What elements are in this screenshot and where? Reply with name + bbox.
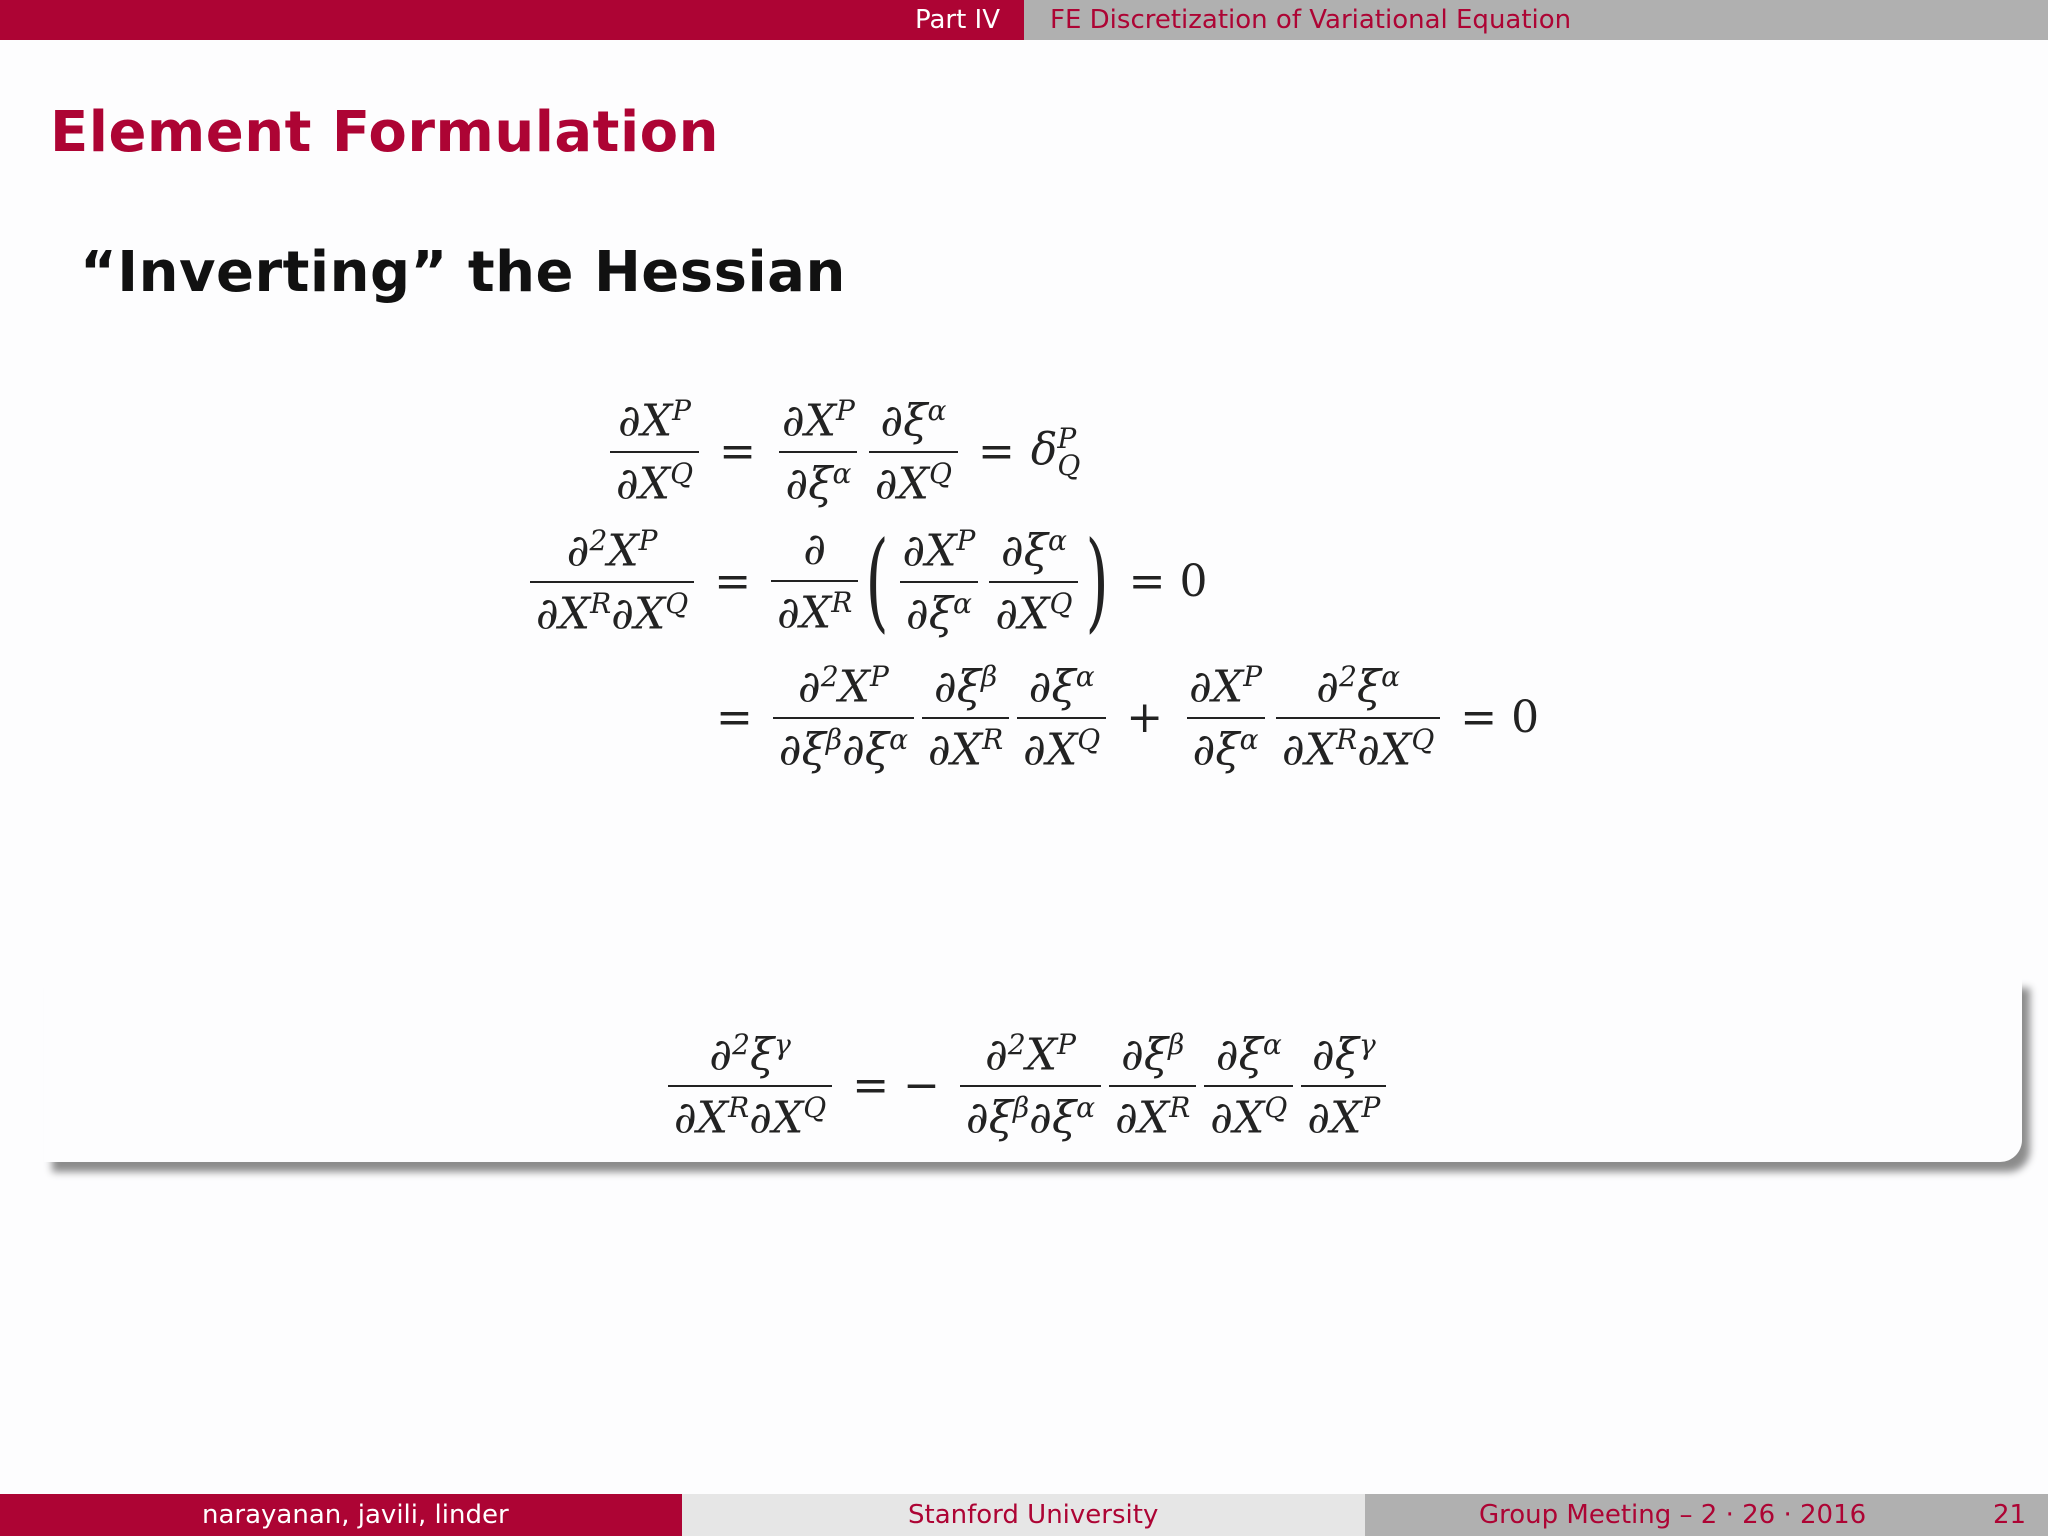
equation-line-2: $\frac{\partial^2X^P}{\partial X^R\partial X^Q}$ = $\frac{\partial}{\partial X^R}$ ( $\frac{\partial X^P}{\partial\xi^\alpha}$ $\frac{\partial\xi^\alpha}{\partial X^Q}$ ) = 0 [526, 526, 1223, 638]
header-section-panel [1024, 0, 2048, 40]
footer-bar [0, 1494, 2048, 1536]
header-bar [0, 0, 2048, 40]
header-part-label: Part IV [914, 5, 1000, 35]
equation-line-3: = $\frac{\partial^2X^P}{\partial\xi^\beta\partial\xi^\alpha}$ $\frac{\partial\xi^\beta}{\partial X^R}$ $\frac{\partial\xi^\alpha}{\partial X^Q}$ + $\frac{\partial X^P}{\partial\xi^\alpha}$ $\frac{\partial^2\xi^\alpha}{\partial X^R\partial X^Q}$ = 0 [716, 660, 1540, 776]
footer-authors: narayanan, javili, linder [202, 1500, 509, 1530]
footer-institution: Stanford University [908, 1500, 1159, 1530]
header-part-panel [0, 0, 1024, 40]
header-section-label: FE Discretization of Variational Equation [1050, 5, 1572, 35]
footer-institution-panel [682, 1494, 1365, 1536]
equation-line-1: $\frac{\partial X^P}{\partial X^Q}$ = $\frac{\partial X^P}{\partial\xi^\alpha}$ $\frac{\partial\xi^\alpha}{\partial X^Q}$ = δ P Q [606, 396, 1080, 508]
footer-event: Group Meeting – 2 · 26 · 2016 [1479, 1500, 1867, 1530]
footer-event-panel [1365, 1494, 2048, 1536]
footer-authors-panel [0, 1494, 682, 1536]
slide-subtitle: “Inverting” the Hessian [80, 240, 846, 305]
footer-page-number: 21 [1993, 1500, 2027, 1530]
slide-title: Element Formulation [50, 100, 719, 165]
